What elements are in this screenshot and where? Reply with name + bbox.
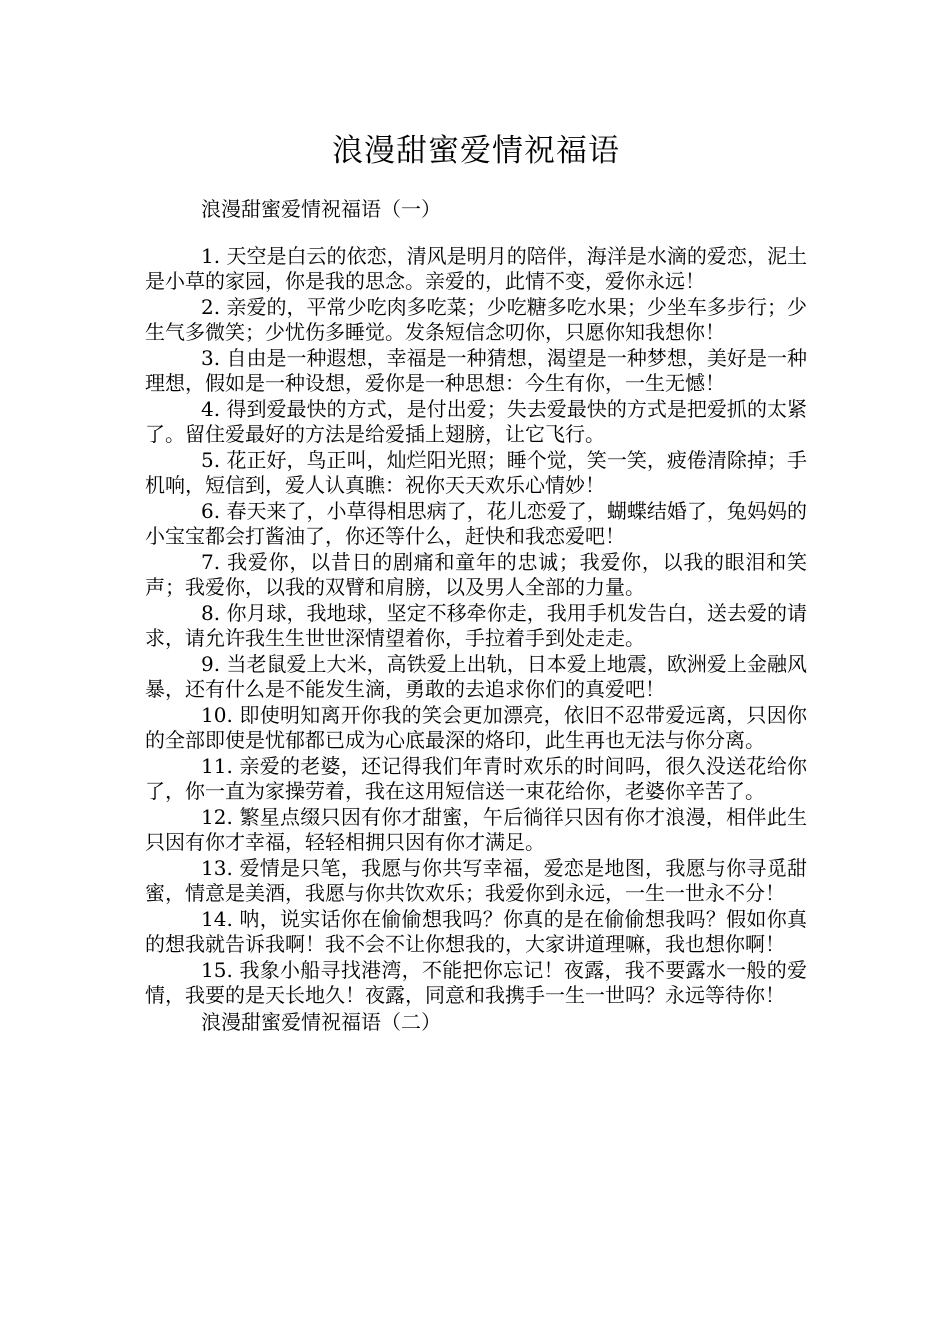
blessing-item: 12. 繁星点缀只因有你才甜蜜，午后徜徉只因有你才浪漫，相伴此生只因有你才幸福，轻轻相拥只因有你才满足。 xyxy=(145,805,807,854)
blessing-item: 14. 呐，说实话你在偷偷想我吗？你真的是在偷偷想我吗？假如你真的想我就告诉我啊！我不会不让你想我的，大家讲道理嘛，我也想你啊！ xyxy=(145,907,807,956)
blessing-item: 8. 你月球，我地球，坚定不移牵你走，我用手机发告白，送去爱的请求，请允许我生生世世深情望着你，手拉着手到处走走。 xyxy=(145,601,807,650)
blessing-item: 2. 亲爱的，平常少吃肉多吃菜；少吃糖多吃水果；少坐车多步行；少生气多微笑；少忧伤多睡觉。发条短信念叨你，只愿你知我想你！ xyxy=(145,295,807,344)
blessing-item: 1. 天空是白云的依恋，清风是明月的陪伴，海洋是水滴的爱恋，泥土是小草的家园，你是我的思念。亲爱的，此情不变，爱你永远！ xyxy=(145,244,807,293)
document-page xyxy=(145,128,807,1035)
blessing-item: 9. 当老鼠爱上大米，高铁爱上出轨，日本爱上地震，欧洲爱上金融风暴，还有什么是不能发生滴，勇敢的去追求你们的真爱吧！ xyxy=(145,652,807,701)
blessing-item: 4. 得到爱最快的方式，是付出爱；失去爱最快的方式是把爱抓的太紧了。留住爱最好的方法是给爱插上翅膀，让它飞行。 xyxy=(145,397,807,446)
document-title: 浪漫甜蜜爱情祝福语 xyxy=(332,133,620,169)
blessing-item: 3. 自由是一种遐想，幸福是一种猜想，渴望是一种梦想，美好是一种理想，假如是一种设想，爱你是一种思想：今生有你，一生无憾！ xyxy=(145,346,807,395)
blessing-item: 10. 即使明知离开你我的笑会更加漂亮，依旧不忍带爱远离，只因你的全部即使是忧郁都已成为心底最深的烙印，此生再也无法与你分离。 xyxy=(145,703,807,752)
blessing-item: 13. 爱情是只笔，我愿与你共写幸福，爱恋是地图，我愿与你寻觅甜蜜，情意是美酒，我愿与你共饮欢乐；我爱你到永远，一生一世永不分！ xyxy=(145,856,807,905)
blessing-list xyxy=(145,244,807,1008)
blessing-item: 7. 我爱你，以昔日的剧痛和童年的忠诚；我爱你，以我的眼泪和笑声；我爱你，以我的双臂和肩膀，以及男人全部的力量。 xyxy=(145,550,807,599)
blessing-item: 5. 花正好，鸟正叫，灿烂阳光照；睡个觉，笑一笑，疲倦清除掉；手机响，短信到，爱人认真瞧：祝你天天欢乐心情妙！ xyxy=(145,448,807,497)
blessing-item: 11. 亲爱的老婆，还记得我们年青时欢乐的时间吗，很久没送花给你了，你一直为家操劳着，我在这用短信送一束花给你，老婆你辛苦了。 xyxy=(145,754,807,803)
section-heading-2: 浪漫甜蜜爱情祝福语（二） xyxy=(201,1010,441,1034)
section-heading-1: 浪漫甜蜜爱情祝福语（一） xyxy=(201,197,441,221)
blessing-item: 15. 我象小船寻找港湾，不能把你忘记！夜露，我不要露水一般的爱情，我要的是天长地久！夜露，同意和我携手一生一世吗？永远等待你！ xyxy=(145,958,807,1007)
blessing-item: 6. 春天来了，小草得相思病了，花儿恋爱了，蝴蝶结婚了，兔妈妈的小宝宝都会打酱油了，你还等什么，赶快和我恋爱吧！ xyxy=(145,499,807,548)
